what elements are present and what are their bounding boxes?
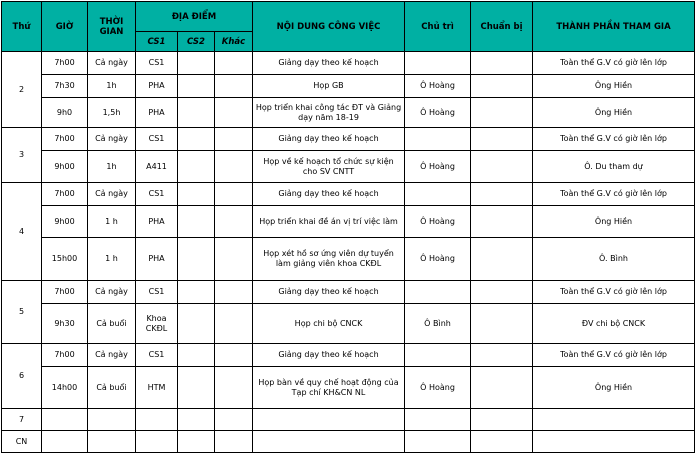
location-cs2: [178, 151, 215, 183]
schedule-duration: [88, 409, 136, 431]
preparation: [471, 409, 533, 431]
header-noi-dung: NỘI DUNG CÔNG VIỆC: [253, 2, 405, 52]
preparation: [471, 238, 533, 281]
location-other: [215, 75, 253, 98]
location-cs1: [136, 409, 178, 431]
chair-person: [405, 281, 471, 304]
chair-person: [405, 183, 471, 206]
schedule-time: 7h00: [42, 344, 88, 367]
participants: Ô. Bình: [533, 238, 695, 281]
header-dia-diem: ĐỊA ĐIỂM: [136, 2, 253, 32]
participants: Ô. Du tham dự: [533, 151, 695, 183]
schedule-duration: Cả ngày: [88, 128, 136, 151]
day-cell: 4: [2, 183, 42, 281]
participants: Toàn thể G.V có giờ lên lớp: [533, 344, 695, 367]
table-row: [2, 52, 695, 75]
participants: Toàn thể G.V có giờ lên lớp: [533, 183, 695, 206]
schedule-duration: [88, 431, 136, 453]
location-other: [215, 206, 253, 238]
location-cs1: PHA: [136, 98, 178, 128]
chair-person: [405, 52, 471, 75]
table-row: [2, 183, 695, 206]
table-row: [2, 75, 695, 98]
chair-person: Ô Bình: [405, 304, 471, 344]
table-row: [2, 281, 695, 304]
schedule-duration: Cả buổi: [88, 367, 136, 409]
location-cs1: PHA: [136, 75, 178, 98]
location-cs1: Khoa CKĐL: [136, 304, 178, 344]
preparation: [471, 367, 533, 409]
header-chuan-bi: Chuẩn bị: [471, 2, 533, 52]
participants: Toàn thể G.V có giờ lên lớp: [533, 281, 695, 304]
schedule-time: 9h0: [42, 98, 88, 128]
preparation: [471, 281, 533, 304]
location-other: [215, 98, 253, 128]
schedule-time: 9h00: [42, 151, 88, 183]
task-content: Giảng dạy theo kế hoạch: [253, 183, 405, 206]
schedule-body: [2, 52, 695, 453]
participants: [533, 409, 695, 431]
participants: Ông Hiền: [533, 206, 695, 238]
task-content: Họp chi bộ CNCK: [253, 304, 405, 344]
chair-person: Ô Hoàng: [405, 151, 471, 183]
preparation: [471, 206, 533, 238]
table-row: [2, 409, 695, 431]
preparation: [471, 344, 533, 367]
day-cell: 6: [2, 344, 42, 409]
task-content: Giảng dạy theo kế hoạch: [253, 281, 405, 304]
preparation: [471, 128, 533, 151]
table-row: [2, 344, 695, 367]
location-other: [215, 183, 253, 206]
location-cs1: CS1: [136, 281, 178, 304]
location-cs1: A411: [136, 151, 178, 183]
task-content: Giảng dạy theo kế hoạch: [253, 128, 405, 151]
location-other: [215, 52, 253, 75]
schedule-time: 9h00: [42, 206, 88, 238]
schedule-table: [1, 1, 695, 453]
table-row: [2, 367, 695, 409]
chair-person: [405, 128, 471, 151]
chair-person: Ô Hoàng: [405, 98, 471, 128]
location-cs2: [178, 409, 215, 431]
task-content: Giảng dạy theo kế hoạch: [253, 344, 405, 367]
location-cs2: [178, 75, 215, 98]
chair-person: Ô Hoàng: [405, 206, 471, 238]
location-cs1: CS1: [136, 52, 178, 75]
schedule-time: [42, 431, 88, 453]
schedule-duration: Cả ngày: [88, 281, 136, 304]
location-cs1: HTM: [136, 367, 178, 409]
header-thoi-gian: THỜI GIAN: [88, 2, 136, 52]
task-content: Họp xét hồ sơ ứng viên dự tuyển làm giảng viên khoa CKĐL: [253, 238, 405, 281]
header-cs2: CS2: [178, 32, 215, 52]
participants: ĐV chi bộ CNCK: [533, 304, 695, 344]
location-cs1: [136, 431, 178, 453]
day-cell: 3: [2, 128, 42, 183]
location-other: [215, 151, 253, 183]
schedule-time: 7h00: [42, 128, 88, 151]
header-cs1: CS1: [136, 32, 178, 52]
chair-person: Ô Hoàng: [405, 367, 471, 409]
task-content: Họp GB: [253, 75, 405, 98]
schedule-duration: Cả ngày: [88, 344, 136, 367]
schedule-duration: 1 h: [88, 238, 136, 281]
day-cell: CN: [2, 431, 42, 453]
location-other: [215, 344, 253, 367]
location-cs2: [178, 367, 215, 409]
task-content: [253, 431, 405, 453]
participants: Toàn thể G.V có giờ lên lớp: [533, 52, 695, 75]
location-other: [215, 367, 253, 409]
schedule-duration: Cả ngày: [88, 183, 136, 206]
table-row: [2, 98, 695, 128]
table-row: [2, 151, 695, 183]
schedule-time: 7h00: [42, 52, 88, 75]
header-row-top: [2, 2, 695, 32]
header-khac: Khác: [215, 32, 253, 52]
preparation: [471, 52, 533, 75]
task-content: Giảng dạy theo kế hoạch: [253, 52, 405, 75]
header-thanh-phan: THÀNH PHẦN THAM GIA: [533, 2, 695, 52]
location-cs1: PHA: [136, 238, 178, 281]
chair-person: [405, 431, 471, 453]
schedule-duration: 1h: [88, 151, 136, 183]
participants: Toàn thể G.V có giờ lên lớp: [533, 128, 695, 151]
preparation: [471, 75, 533, 98]
chair-person: Ô Hoàng: [405, 238, 471, 281]
location-cs2: [178, 128, 215, 151]
schedule-time: [42, 409, 88, 431]
day-cell: 2: [2, 52, 42, 128]
schedule-time: 7h00: [42, 183, 88, 206]
location-other: [215, 431, 253, 453]
table-row: [2, 304, 695, 344]
table-row: [2, 238, 695, 281]
chair-person: [405, 409, 471, 431]
schedule-time: 9h30: [42, 304, 88, 344]
location-cs2: [178, 206, 215, 238]
participants: Ông Hiền: [533, 367, 695, 409]
location-other: [215, 128, 253, 151]
participants: Ông Hiền: [533, 98, 695, 128]
preparation: [471, 151, 533, 183]
task-content: Họp triển khai đề án vị trí việc làm: [253, 206, 405, 238]
task-content: Họp triển khai công tác ĐT và Giảng dạy năm 18-19: [253, 98, 405, 128]
participants: [533, 431, 695, 453]
schedule-time: 7h00: [42, 281, 88, 304]
location-other: [215, 238, 253, 281]
table-row: [2, 431, 695, 453]
location-cs1: PHA: [136, 206, 178, 238]
day-cell: 5: [2, 281, 42, 344]
location-other: [215, 304, 253, 344]
schedule-time: 7h30: [42, 75, 88, 98]
location-cs2: [178, 431, 215, 453]
schedule-duration: Cả ngày: [88, 52, 136, 75]
schedule-duration: 1 h: [88, 206, 136, 238]
location-other: [215, 409, 253, 431]
location-cs1: CS1: [136, 344, 178, 367]
task-content: Họp bàn về quy chế hoạt động của Tạp chí KH&CN NL: [253, 367, 405, 409]
location-cs2: [178, 344, 215, 367]
table-row: [2, 128, 695, 151]
location-cs2: [178, 281, 215, 304]
preparation: [471, 304, 533, 344]
participants: Ông Hiền: [533, 75, 695, 98]
location-cs2: [178, 238, 215, 281]
header-thu: Thứ: [2, 2, 42, 52]
preparation: [471, 183, 533, 206]
schedule-time: 15h00: [42, 238, 88, 281]
day-cell: 7: [2, 409, 42, 431]
chair-person: Ô Hoàng: [405, 75, 471, 98]
preparation: [471, 431, 533, 453]
header-gio: GIỜ: [42, 2, 88, 52]
location-other: [215, 281, 253, 304]
chair-person: [405, 344, 471, 367]
task-content: Họp về kế hoạch tổ chức sự kiện cho SV CNTT: [253, 151, 405, 183]
table-row: [2, 206, 695, 238]
location-cs1: CS1: [136, 183, 178, 206]
task-content: [253, 409, 405, 431]
schedule-duration: Cả buổi: [88, 304, 136, 344]
preparation: [471, 98, 533, 128]
location-cs2: [178, 52, 215, 75]
header-chu-tri: Chủ trì: [405, 2, 471, 52]
location-cs2: [178, 304, 215, 344]
schedule-time: 14h00: [42, 367, 88, 409]
location-cs1: CS1: [136, 128, 178, 151]
schedule-duration: 1,5h: [88, 98, 136, 128]
schedule-duration: 1h: [88, 75, 136, 98]
location-cs2: [178, 183, 215, 206]
location-cs2: [178, 98, 215, 128]
